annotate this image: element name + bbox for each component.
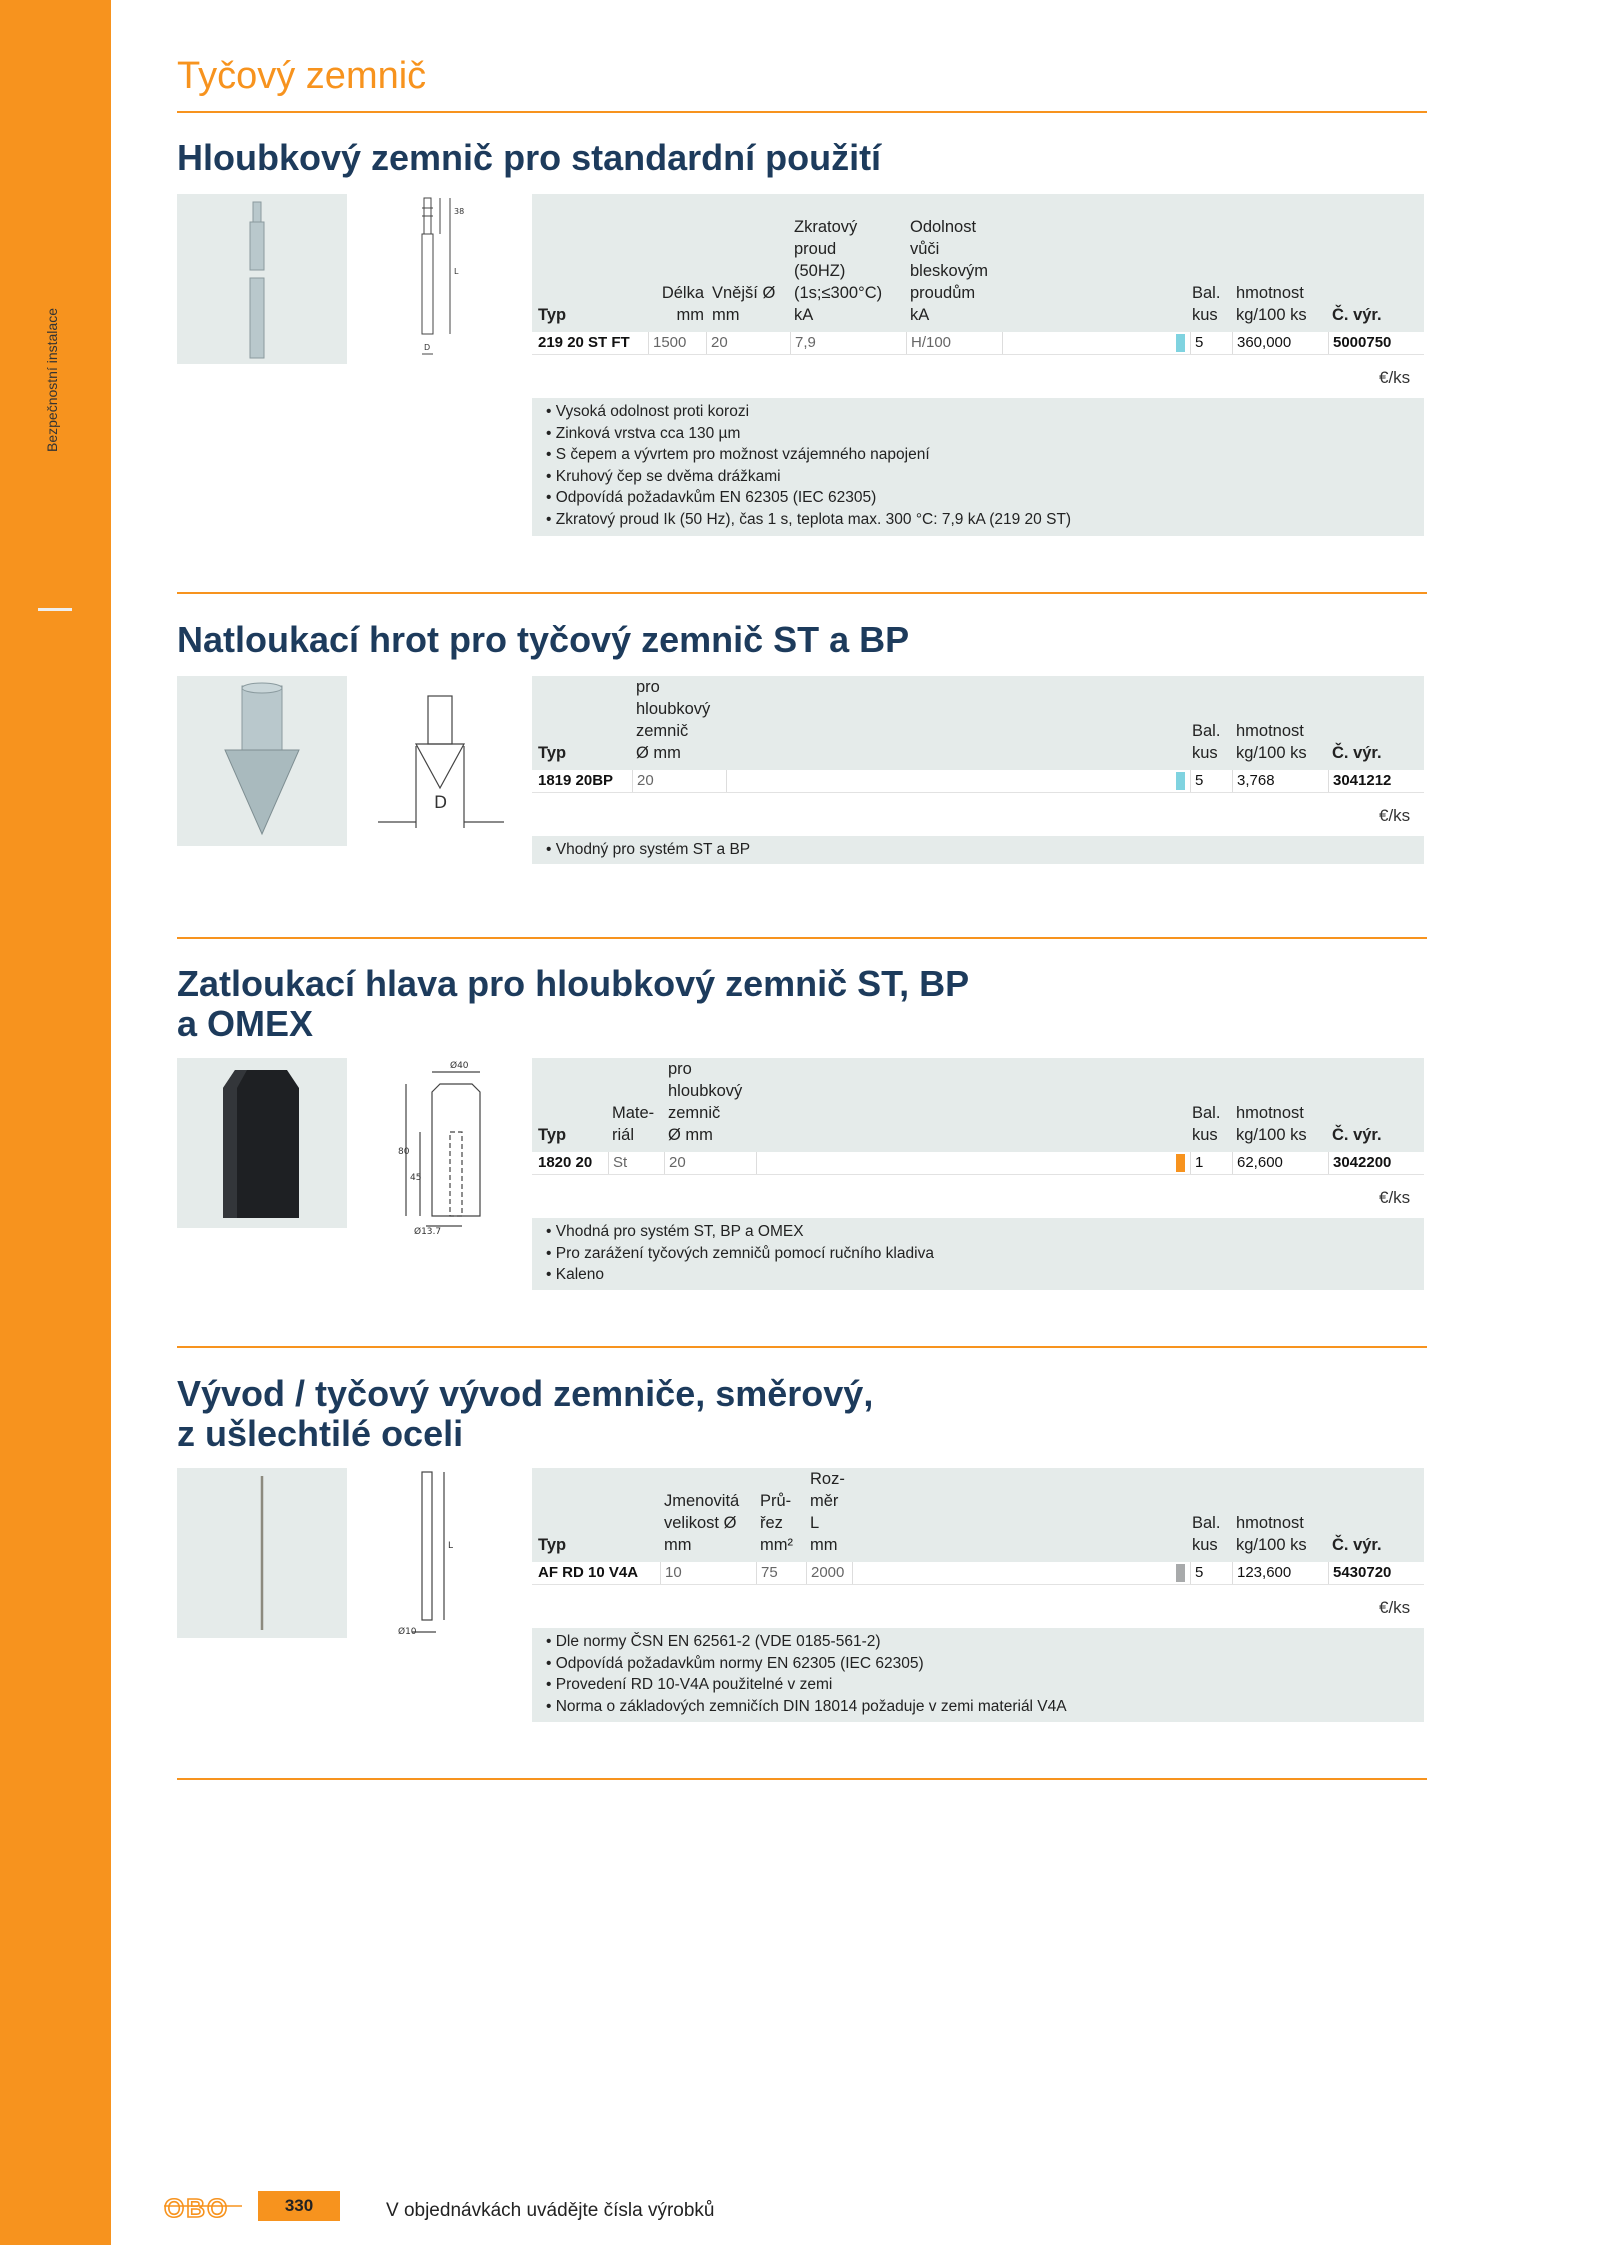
svg-text:Ø40: Ø40: [450, 1061, 469, 1071]
list-item: • Kruhový čep se dvěma drážkami: [546, 466, 1424, 488]
col-zkrat: Zkratový proud (50HZ) (1s;≤300°C) kA: [794, 218, 883, 324]
cell-typ: 219 20 ST FT: [538, 334, 630, 351]
cell-zkrat: 7,9: [790, 332, 906, 354]
cell-hmotnost: 123,600: [1232, 1562, 1328, 1584]
page-title: Tyčový zemnič: [177, 55, 427, 97]
title-divider: [177, 111, 1427, 113]
technical-drawing-rod: [404, 194, 504, 366]
product-photo-head: [177, 1058, 347, 1228]
cell-zemnic: 20: [664, 1152, 756, 1174]
price-unit: €/ks: [1379, 1188, 1411, 1207]
cell-empty: [1002, 332, 1180, 354]
list-item: • Odpovídá požadavkům EN 62305 (IEC 62305): [546, 487, 1424, 509]
section-1-table-header: [532, 194, 1424, 332]
cell-bal: 5: [1190, 770, 1232, 792]
svg-text:45: 45: [410, 1173, 422, 1183]
cell-cislo: 5430720: [1328, 1562, 1424, 1584]
color-swatch: [1176, 334, 1185, 352]
technical-drawing-lead: [396, 1468, 506, 1644]
sidebar-category-label: Bezpečnostní instalace: [44, 308, 60, 452]
table-row: [532, 332, 1424, 355]
svg-text:L: L: [454, 267, 459, 276]
section-divider: [177, 937, 1427, 939]
col-velikost: Jmenovitá velikost Ø mm: [664, 1492, 740, 1554]
col-cislo: Č. výr.: [1332, 1536, 1382, 1554]
col-material: Mate- riál: [612, 1104, 655, 1144]
table-row: [532, 1562, 1424, 1585]
svg-text:L: L: [448, 1541, 454, 1551]
cell-vnejsi: 20: [706, 332, 790, 354]
price-unit: €/ks: [1379, 1598, 1411, 1617]
section-3-table-header: [532, 1058, 1424, 1152]
cell-bal: 5: [1190, 332, 1232, 354]
svg-text:Ø10: Ø10: [398, 1627, 417, 1637]
section-divider: [177, 1778, 1427, 1780]
section-divider: [177, 592, 1427, 594]
color-swatch: [1176, 1564, 1185, 1582]
cell-bal: 1: [1190, 1152, 1232, 1174]
cell-delka: 1500: [648, 332, 706, 354]
svg-text:38: 38: [454, 207, 465, 216]
cell-empty: [756, 1152, 1180, 1174]
section-1-title: Hloubkový zemnič pro standardní použití: [177, 137, 882, 178]
section-2-title: Natloukací hrot pro tyčový zemnič ST a BP: [177, 619, 910, 660]
cell-odolnost: H/100: [906, 332, 1002, 354]
col-vnejsi: Vnější Ø mm: [712, 284, 776, 324]
price-unit: €/ks: [1379, 806, 1411, 825]
col-typ: Typ: [538, 744, 567, 762]
cell-empty: [726, 770, 1180, 792]
list-item: • Provedení RD 10-V4A použitelné v zemi: [546, 1674, 1424, 1696]
cell-cislo: 5000750: [1328, 332, 1424, 354]
svg-text:Ø13,7: Ø13,7: [414, 1227, 442, 1234]
col-typ: Typ: [538, 306, 567, 324]
footer-note: V objednávkách uvádějte čísla výrobků: [386, 2200, 715, 2221]
section-2-notes: [532, 836, 1424, 864]
cell-typ: AF RD 10 V4A: [538, 1564, 639, 1581]
obo-logo: [162, 2192, 244, 2229]
table-row: [532, 1152, 1424, 1175]
product-photo-lead: [177, 1468, 347, 1638]
cell-zemnic: 20: [632, 770, 726, 792]
svg-text:OBO: OBO: [164, 2193, 230, 2223]
cell-bal: 5: [1190, 1562, 1232, 1584]
col-typ: Typ: [538, 1126, 567, 1144]
cell-material: St: [608, 1152, 664, 1174]
cell-typ: 1820 20: [538, 1154, 593, 1171]
table-row: [532, 770, 1424, 793]
cell-typ: 1819 20BP: [538, 772, 614, 789]
col-hmotnost: hmotnost kg/100 ks: [1236, 1514, 1307, 1554]
page-number: 330: [258, 2191, 340, 2221]
svg-text:80: 80: [398, 1147, 410, 1157]
col-odolnost: Odolnost vůči bleskovým proudům kA: [910, 218, 988, 324]
section-2-table-header: [532, 676, 1424, 770]
price-unit: €/ks: [1379, 368, 1411, 387]
cell-empty: [852, 1562, 1180, 1584]
svg-text:D: D: [434, 793, 448, 813]
product-photo-rod: [177, 194, 347, 364]
col-bal: Bal. kus: [1192, 284, 1221, 324]
list-item: • Zinková vrstva cca 130 µm: [546, 423, 1424, 445]
list-item: • Odpovídá požadavkům normy EN 62305 (IEC 62305): [546, 1653, 1424, 1675]
cell-hmotnost: 3,768: [1232, 770, 1328, 792]
col-cislo: Č. výr.: [1332, 306, 1382, 324]
list-item: • Kaleno: [546, 1264, 1424, 1286]
cell-cislo: 3042200: [1328, 1152, 1424, 1174]
list-item: • Pro zarážení tyčových zemničů pomocí ručního kladiva: [546, 1243, 1424, 1265]
cell-hmotnost: 62,600: [1232, 1152, 1328, 1174]
list-item: • Zkratový proud Ik (50 Hz), čas 1 s, teplota max. 300 °C: 7,9 kA (219 20 ST): [546, 509, 1424, 531]
cell-velikost: 10: [660, 1562, 756, 1584]
col-hmotnost: hmotnost kg/100 ks: [1236, 284, 1307, 324]
list-item: • Norma o základových zemničích DIN 18014 požaduje v zemi materiál V4A: [546, 1696, 1424, 1718]
cell-cislo: 3041212: [1328, 770, 1424, 792]
col-hmotnost: hmotnost kg/100 ks: [1236, 1104, 1307, 1144]
cell-rozmer: 2000: [806, 1562, 852, 1584]
col-zemnic: pro hloubkový zemnič Ø mm: [668, 1060, 743, 1144]
cell-prurez: 75: [756, 1562, 806, 1584]
cell-hmotnost: 360,000: [1232, 332, 1328, 354]
col-bal: Bal. kus: [1192, 1104, 1221, 1144]
color-swatch: [1176, 1154, 1185, 1172]
list-item: • S čepem a vývrtem pro možnost vzájemného napojení: [546, 444, 1424, 466]
section-1-notes: [532, 398, 1424, 536]
col-delka: Délka mm: [661, 284, 704, 324]
col-typ: Typ: [538, 1536, 567, 1554]
list-item: • Dle normy ČSN EN 62561-2 (VDE 0185-561-2): [546, 1631, 1424, 1653]
col-zemnic: pro hloubkový zemnič Ø mm: [636, 678, 711, 762]
col-cislo: Č. výr.: [1332, 744, 1382, 762]
list-item: • Vysoká odolnost proti korozi: [546, 401, 1424, 423]
color-swatch: [1176, 772, 1185, 790]
col-cislo: Č. výr.: [1332, 1126, 1382, 1144]
section-4-table-header: [532, 1468, 1424, 1562]
product-photo-tip: [177, 676, 347, 846]
svg-text:D: D: [424, 343, 431, 352]
list-item: • Vhodná pro systém ST, BP a OMEX: [546, 1221, 1424, 1243]
col-prurez: Prů- řez mm²: [760, 1492, 793, 1554]
sidebar-marker: [38, 608, 72, 611]
section-3-notes: [532, 1218, 1424, 1290]
col-rozmer: Roz- měr L mm: [810, 1470, 845, 1554]
section-4-title: Vývod / tyčový vývod zemniče, směrový, z ušlechtilé oceli: [177, 1373, 874, 1454]
section-4-notes: [532, 1628, 1424, 1722]
col-bal: Bal. kus: [1192, 722, 1221, 762]
list-item: • Vhodný pro systém ST a BP: [546, 839, 1424, 861]
section-divider: [177, 1346, 1427, 1348]
col-hmotnost: hmotnost kg/100 ks: [1236, 722, 1307, 762]
technical-drawing-tip: [376, 688, 506, 836]
col-bal: Bal. kus: [1192, 1514, 1221, 1554]
technical-drawing-head: [396, 1058, 506, 1234]
section-3-title: Zatloukací hlava pro hloubkový zemnič ST, BP a OMEX: [177, 963, 970, 1044]
